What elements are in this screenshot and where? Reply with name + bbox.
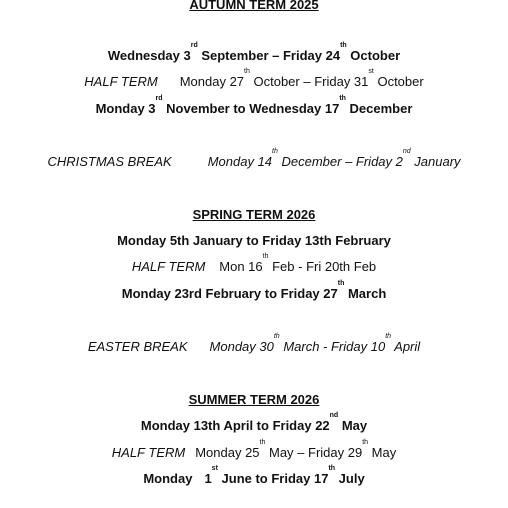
summer-half-term: HALF TERM Monday 25th May – Friday 29th May: [111, 439, 397, 460]
spring-half-term: HALF TERM Mon 16th Feb - Fri 20th Feb: [131, 253, 377, 274]
summer-term-heading: SUMMER TERM 2026: [188, 392, 320, 407]
half-term-label: HALF TERM: [131, 259, 206, 274]
autumn-term-heading: AUTUMN TERM 2025: [189, 0, 319, 12]
spring-term-second-half: Monday 23rd February to Friday 27th March: [121, 280, 387, 301]
summer-term-second-half: Monday 1st June to Friday 17th July: [143, 465, 365, 486]
half-term-label: HALF TERM: [84, 74, 158, 89]
christmas-break: CHRISTMAS BREAK Monday 14th December – Friday 2nd January: [47, 148, 461, 169]
spring-term-first-half: Monday 5th January to Friday 13th February: [117, 233, 391, 248]
autumn-term-second-half: Monday 3rd November to Wednesday 17th December: [95, 95, 413, 116]
christmas-break-label: CHRISTMAS BREAK: [47, 154, 172, 169]
easter-break: EASTER BREAK Monday 30th March - Friday 10th April: [87, 333, 421, 354]
autumn-term-first-half: Wednesday 3rd September – Friday 24th October: [107, 42, 401, 63]
spring-term-heading: SPRING TERM 2026: [192, 207, 316, 222]
half-term-label: HALF TERM: [111, 445, 186, 460]
summer-term-first-half: Monday 13th April to Friday 22nd May: [140, 412, 368, 433]
easter-break-label: EASTER BREAK: [87, 339, 188, 354]
autumn-half-term: HALF TERM Monday 27th October – Friday 31st October: [84, 68, 424, 89]
